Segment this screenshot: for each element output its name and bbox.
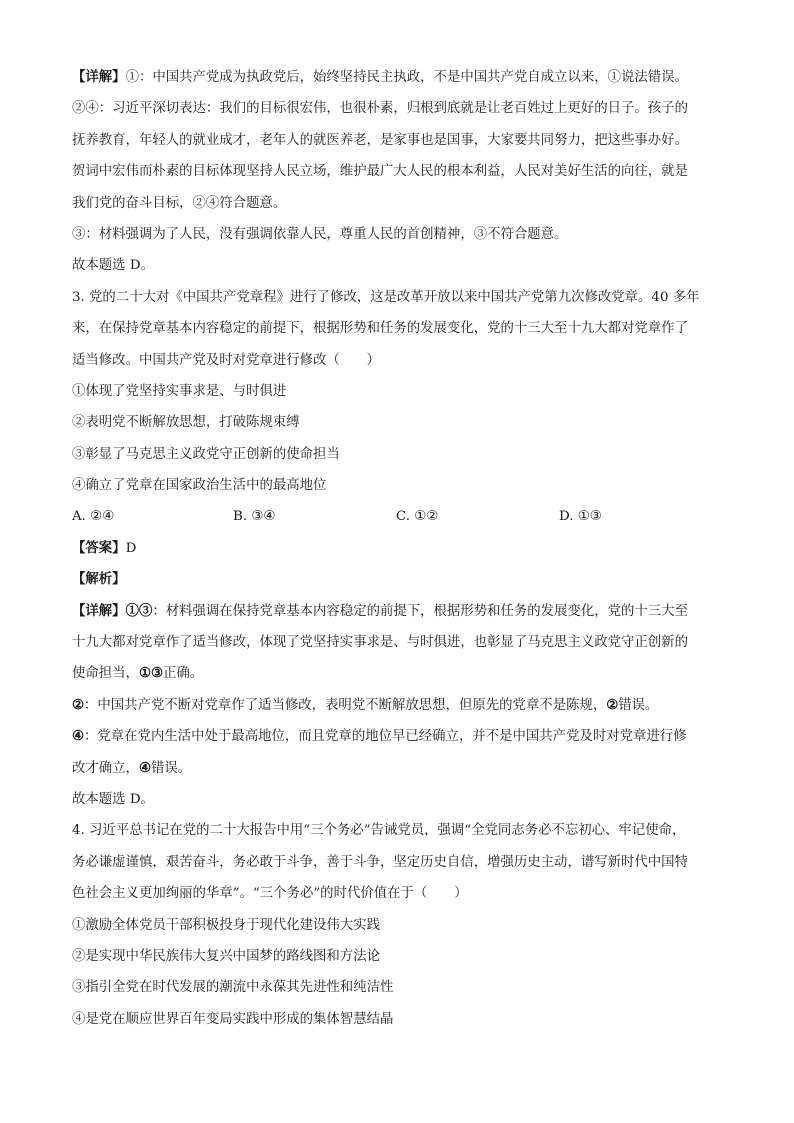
- q3-detail-line-6: 改才确立，④错误。: [72, 759, 192, 776]
- q4-stem-line-3: 色社会主义更加绚丽的华章”。“三个务必”的时代价值在于（ ）: [72, 886, 468, 902]
- q3-item-4: ④确立了党章在国家政治生活中的最高地位: [72, 478, 327, 494]
- q3-option-b: B. ③④: [233, 509, 276, 525]
- q4-item-3: ③指引全党在时代发展的潮流中永葆其先进性和纯洁性: [72, 980, 394, 996]
- q3-detail-line-2: 十九大都对党章作了适当修改，体现了党坚持实事求是、与时俱进，也彰显了马克思主义政党守正创新的: [72, 635, 688, 651]
- q3-detail-line-3: 使命担当，①③正确。: [72, 665, 204, 682]
- q4-item-2: ②是实现中华民族伟大复兴中国梦的路线图和方法论: [72, 948, 380, 964]
- q3-options: [72, 501, 722, 532]
- q3-item-1: ①体现了党坚持实事求是、与时俱进: [72, 383, 287, 399]
- q3-analysis-tag: 【解析】: [72, 571, 126, 588]
- q2-detail-line-6: ③：材料强调为了人民，没有强调依靠人民，尊重人民的首创精神，③不符合题意。: [72, 226, 568, 242]
- q2-detail-line-2: ②④：习近平深切表达：我们的目标很宏伟，也很朴素，归根到底就是让老百姓过上更好的日子。孩子的: [72, 101, 688, 117]
- q2-detail-line-1: 【详解】①：中国共产党成为执政党后，始终坚持民主执政，不是中国共产党自成立以来，①说法错误。: [72, 69, 688, 85]
- q4-item-1: ①激励全体党员干部积极投身于现代化建设伟大实践: [72, 917, 380, 933]
- q4-stem-line-2: 务必谦虚谨慎，艰苦奋斗，务必敢于斗争，善于斗争，坚定历史自信，增强历史主动，谱写新时代中国特: [72, 854, 688, 870]
- q4-stem-line-1: 4. 习近平总书记在党的二十大报告中用“三个务必”告诫党员，强调“全党同志务必不忘初心、牢记使命，: [72, 823, 686, 839]
- q2-detail-line-3: 抚养教育，年轻人的就业成才，老年人的就医养老，是家事也是国事，大家要共同努力，把这些事办好。: [72, 132, 688, 148]
- q3-option-c: C. ①②: [396, 509, 439, 525]
- q3-detail-line-1: 【详解】①③：材料强调在保持党章基本内容稳定的前提下，根据形势和任务的发展变化，党的十三大至: [72, 602, 688, 619]
- q3-item-3: ③彰显了马克思主义政党守正创新的使命担当: [72, 446, 340, 462]
- q2-conclusion: 故本题选 D。: [72, 258, 154, 274]
- q3-stem-line-1: 3. 党的二十大对《中国共产党章程》进行了修改，这是改革开放以来中国共产党第九次修改党章。40 多年: [72, 289, 700, 305]
- q3-detail-line-5: ④：党章在党内生活中处于最高地位，而且党章的地位早已经确立，并不是中国共产党及时对党章进行修: [72, 728, 687, 745]
- detail-tag: 【详解】: [72, 69, 126, 85]
- q3-conclusion: 故本题选 D。: [72, 791, 154, 807]
- q3-detail-line-4: ②：中国共产党不断对党章作了适当修改，表明党不断解放思想，但原先的党章不是陈规，②错误。: [72, 696, 659, 713]
- answer-value: D: [125, 540, 137, 556]
- q3-option-d: D. ①③: [559, 509, 602, 525]
- q3-option-a: A. ②④: [72, 509, 115, 525]
- q2-detail-line-4: 贺词中宏伟而朴素的目标体现坚持人民立场，维护最广大人民的根本利益，人民对美好生活的向往，就是: [72, 164, 688, 180]
- answer-tag: 【答案】: [72, 539, 126, 556]
- document-page: [72, 62, 722, 1035]
- q4-item-4: ④是党在顺应世界百年变局实践中形成的集体智慧结晶: [72, 1011, 394, 1027]
- q3-answer: [72, 533, 722, 564]
- q3-stem-line-2: 来，在保持党章基本内容稳定的前提下，根据形势和任务的发展变化，党的十三大至十九大都对党章作了: [72, 321, 688, 337]
- q2-detail-line-5: 我们党的奋斗目标，②④符合题意。: [72, 195, 287, 211]
- q3-stem-line-3: 适当修改。中国共产党及时对党章进行修改（ ）: [72, 352, 380, 368]
- q3-item-2: ②表明党不断解放思想，打破陈规束缚: [72, 415, 300, 431]
